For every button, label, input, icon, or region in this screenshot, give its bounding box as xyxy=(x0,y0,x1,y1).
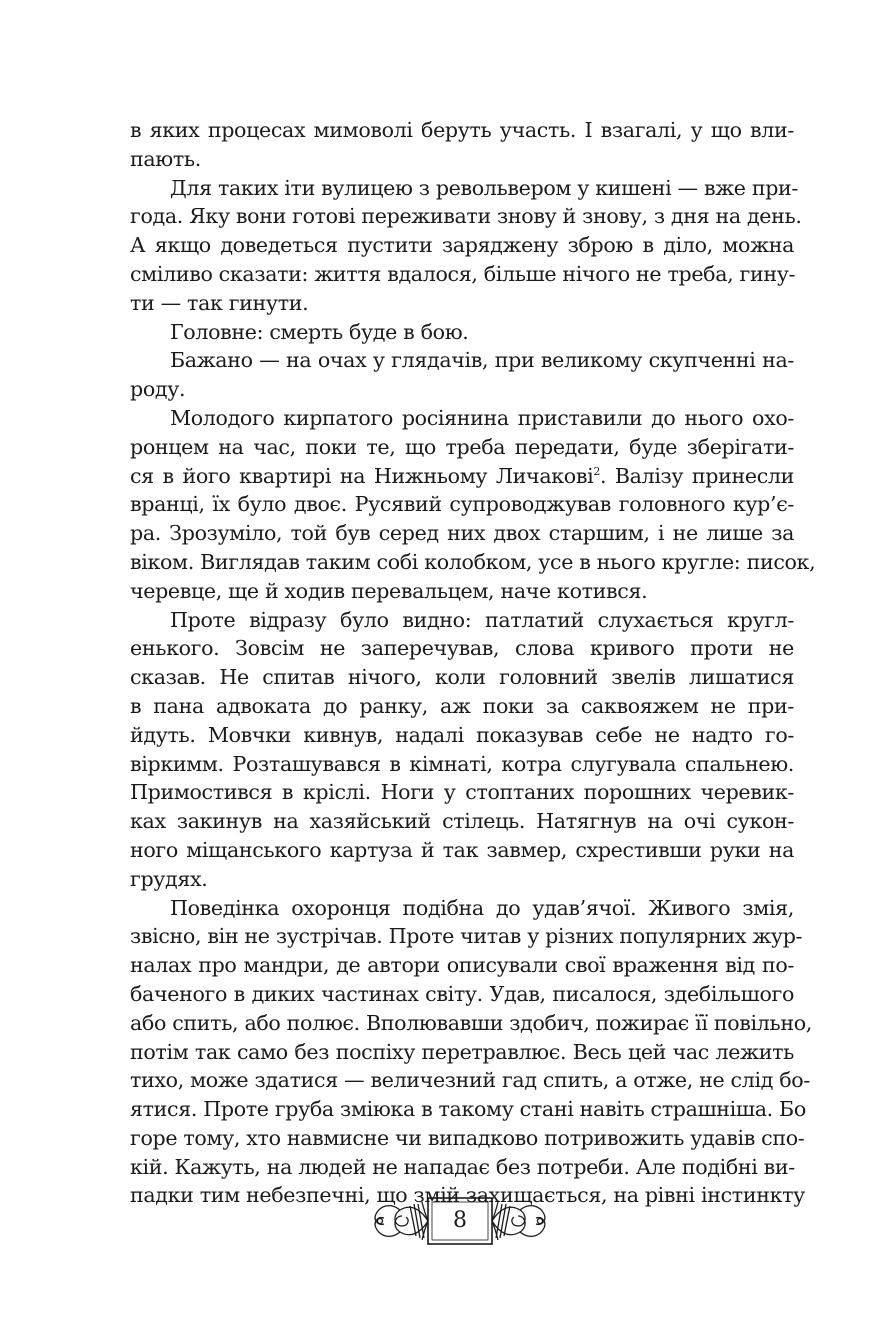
text-line xyxy=(130,778,794,807)
text-line xyxy=(130,606,794,635)
text-line-content: роду. xyxy=(130,377,186,402)
text-line xyxy=(130,577,794,606)
text-line-content: енького. Зовсім не заперечував, слова кривого проти не xyxy=(130,636,794,661)
text-line-content: Головне: смерть буде в бою. xyxy=(170,319,469,344)
text-line-content: черевце, ще й ходив перевальцем, наче котився. xyxy=(130,578,648,603)
text-line-content: ках закинув на хазяйський стілець. Натягнув на очі сукон- xyxy=(130,809,794,834)
text-line xyxy=(130,1124,805,1153)
body-text xyxy=(130,116,816,1210)
text-line xyxy=(130,404,794,433)
text-line-content: года. Яку вони готові переживати знову й знову, з дня на день. xyxy=(130,204,802,229)
text-line-content: Для таких іти вулицею з револьвером у кишені — вже при- xyxy=(170,175,799,200)
text-line-content: в пана адвоката до ранку, аж поки за саквояжем не при- xyxy=(130,693,794,718)
text-line-content: сміливо сказати: життя вдалося, більше нічого не треба, гину- xyxy=(130,261,796,286)
text-line xyxy=(130,346,794,375)
text-line-content: вранці, їх було двоє. Русявий супроводжував головного кур’є- xyxy=(130,492,794,517)
text-line xyxy=(130,519,794,548)
text-line-content: звісно, він не зустрічав. Проте читав у різних популярних жур- xyxy=(130,924,803,949)
text-line xyxy=(130,750,794,779)
page-folio-ornament xyxy=(370,1190,550,1254)
text-line-content: потім так само без поспіху перетравлює. Весь цей час лежить xyxy=(130,1039,794,1064)
text-line-content: ра. Зрозуміло, той був серед них двох старшим, і не лише за xyxy=(130,521,794,546)
text-line-content: баченого в диких частинах світу. Удав, писалося, здебільшого xyxy=(130,981,794,1006)
text-line xyxy=(130,260,794,289)
text-line xyxy=(130,462,794,491)
text-line-content: пають. xyxy=(130,146,201,171)
text-line-content: Поведінка охоронця подібна до удав’ячої. Живого змія, xyxy=(170,895,794,920)
text-line-content: ти — так гинути. xyxy=(130,290,309,315)
text-line xyxy=(130,1066,810,1095)
text-line xyxy=(130,116,794,145)
text-line xyxy=(130,174,799,203)
page-number: 8 xyxy=(453,1208,467,1233)
footnote-marker: 2 xyxy=(593,464,600,478)
text-line-content: кій. Кажуть, на людей не нападає без потреби. Але подібні ви- xyxy=(130,1154,795,1179)
text-line-content: або спить, або полює. Вполювавши здобич, пожирає її повільно, xyxy=(130,1010,812,1035)
text-line-content: горе тому, хто навмисне чи випадково потривожить удавів спо- xyxy=(130,1125,805,1150)
text-line-content: віком. Виглядав таким собі колобком, усе в нього кругле: писок, xyxy=(130,549,816,574)
text-line-content: падки тим небезпечні, що змій захищається, на рівні інстинкту xyxy=(130,1183,805,1208)
text-line xyxy=(130,1038,794,1067)
text-line-content: А якщо доведеться пустити заряджену зброю в діло, можна xyxy=(130,233,794,258)
text-line-content: йдуть. Мовчки кивнув, надалі показував себе не надто го- xyxy=(130,722,794,747)
text-line xyxy=(130,951,794,980)
text-line xyxy=(130,490,794,519)
text-line-content: налах про мандри, де автори описували свої враження від по- xyxy=(130,953,794,978)
text-line-content: грудях. xyxy=(130,866,208,891)
text-line xyxy=(130,634,794,663)
text-line-content: ятися. Проте груба зміюка в такому стані навіть страшніша. Бо xyxy=(130,1097,806,1122)
text-line xyxy=(130,318,794,347)
text-line xyxy=(130,807,794,836)
text-line xyxy=(130,1009,812,1038)
text-line-content: ронцем на час, поки те, що треба передати, буде зберігати- xyxy=(130,434,794,459)
text-line xyxy=(130,202,802,231)
text-line xyxy=(130,433,794,462)
text-line xyxy=(130,721,794,750)
text-line-content: ного міщанського картуза й так завмер, схрестивши руки на xyxy=(130,837,794,862)
text-line-content: тихо, може здатися — величезний гад спить, а отже, не слід бо- xyxy=(130,1068,810,1093)
text-line-continuation: . Валізу принесли xyxy=(599,463,794,488)
text-line xyxy=(130,980,794,1009)
text-line xyxy=(130,1095,806,1124)
text-line xyxy=(130,663,794,692)
text-line-content: сказав. Не спитав нічого, коли головний звелів лишатися xyxy=(130,665,794,690)
text-line xyxy=(130,375,794,404)
text-line-content: Проте відразу було видно: патлатий слухається кругл- xyxy=(170,607,794,632)
text-line-content: Примостився в кріслі. Ноги у стоптаних порошних черевик- xyxy=(130,780,794,805)
text-line-content: в яких процесах мимоволі беруть участь. І взагалі, у що вли- xyxy=(130,118,794,142)
text-line xyxy=(130,231,794,260)
text-line-content: ся в його квартирі на Нижньому Личакові xyxy=(130,463,594,488)
text-line xyxy=(130,692,794,721)
text-line xyxy=(130,1153,794,1182)
text-line xyxy=(130,865,794,894)
text-line xyxy=(130,548,816,577)
text-line xyxy=(130,145,794,174)
text-line xyxy=(130,922,803,951)
text-line-content: віркимм. Розташувався в кімнаті, котра слугувала спальнею. xyxy=(130,751,794,776)
text-line xyxy=(130,836,794,865)
text-line-content: Бажано — на очах у глядачів, при великому скупченні на- xyxy=(170,348,794,373)
text-line xyxy=(130,894,794,923)
text-line xyxy=(130,289,794,318)
text-line-content: Молодого кирпатого росіянина приставили до нього охо- xyxy=(170,405,794,430)
